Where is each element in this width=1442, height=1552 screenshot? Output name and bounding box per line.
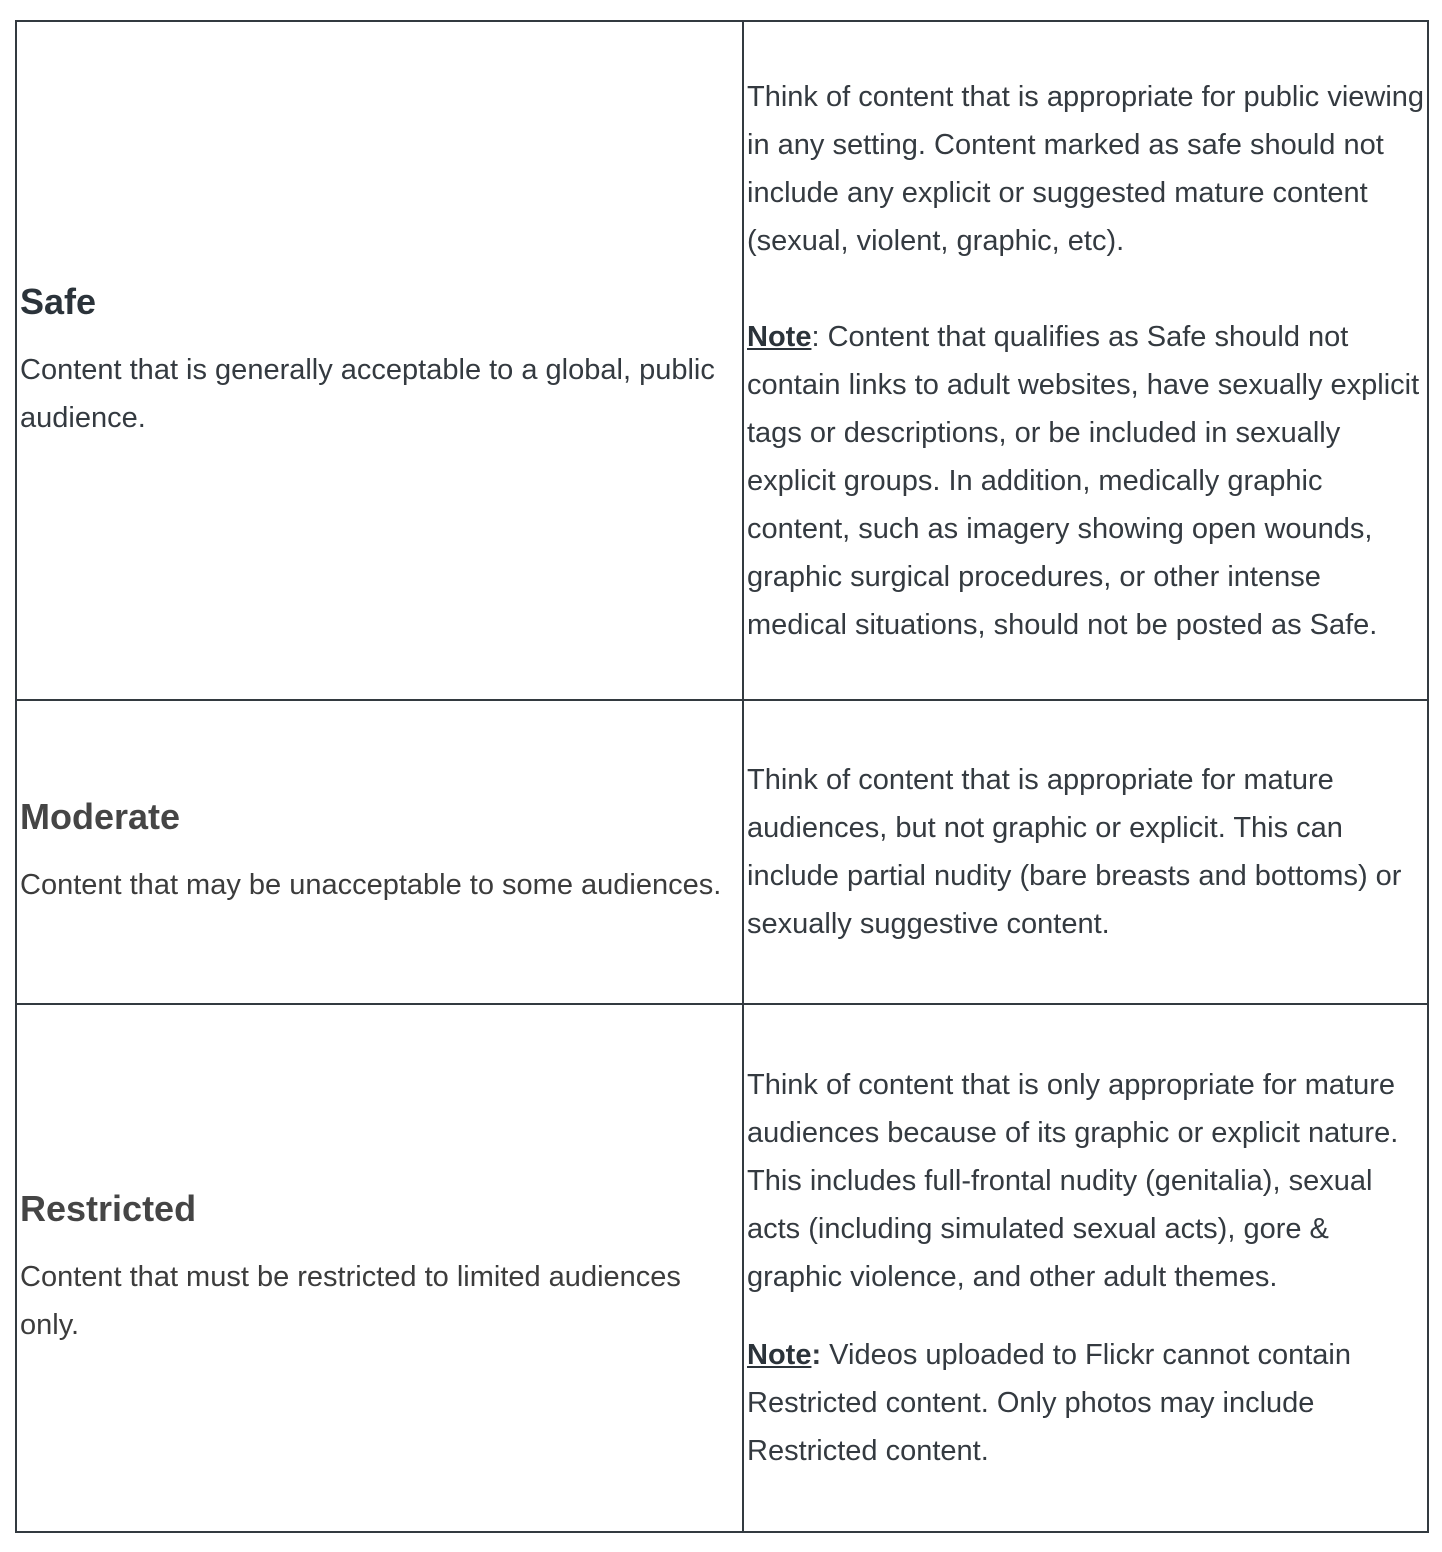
note-safe bbox=[747, 313, 1427, 649]
note-label-restricted: Note bbox=[747, 1339, 812, 1371]
description-cell-safe bbox=[743, 21, 1428, 700]
level-cell-safe bbox=[16, 21, 743, 700]
description-cell-restricted bbox=[743, 1004, 1428, 1532]
content-levels-wrapper bbox=[15, 20, 1429, 1533]
table-row-safe bbox=[16, 21, 1428, 700]
content-levels-table bbox=[15, 20, 1429, 1533]
level-cell-restricted bbox=[16, 1004, 743, 1532]
description-moderate: Think of content that is appropriate for mature audiences, but not graphic or explicit. This can include partial nudity (bare breasts and bottoms) or sexually suggestive content. bbox=[747, 764, 1402, 940]
description-safe: Think of content that is appropriate for public viewing in any setting. Content marked as safe should not include any explicit or suggested mature content (sexual, violent, graphic, etc). bbox=[747, 80, 1425, 257]
note-colon-restricted: : bbox=[811, 1339, 822, 1371]
note-restricted bbox=[747, 1331, 1427, 1475]
level-cell-moderate bbox=[16, 700, 743, 1004]
note-label-safe: Note bbox=[747, 320, 812, 353]
description-restricted: Think of content that is only appropriate for mature audiences because of its graphic or explicit nature. This includes full-frontal nudity (genitalia), sexual acts (including simulated sexual acts), gore & graphic violence, and other adult themes. bbox=[747, 1069, 1399, 1293]
note-text-safe: Content that qualifies as Safe should not contain links to adult websites, have sexually explicit tags or descriptions, or be included in sexually explicit groups. In addition, medically graphic content, such as imagery showing open wounds, graphic surgical procedures, or other intense medical situations, should not be posted as Safe. bbox=[747, 320, 1420, 641]
description-cell-moderate bbox=[743, 700, 1428, 1004]
level-name-moderate: Moderate bbox=[20, 796, 181, 837]
level-name-restricted: Restricted bbox=[20, 1188, 197, 1229]
table-row-moderate bbox=[16, 700, 1428, 1004]
table-row-restricted bbox=[16, 1004, 1428, 1532]
level-summary-restricted: Content that must be restricted to limited audiences only. bbox=[20, 1261, 681, 1341]
level-name-safe: Safe bbox=[20, 280, 97, 322]
level-summary-moderate: Content that may be unacceptable to some audiences. bbox=[20, 869, 722, 901]
level-summary-safe: Content that is generally acceptable to a global, public audience. bbox=[20, 353, 715, 434]
note-text-restricted: Videos uploaded to Flickr cannot contain Restricted content. Only photos may include Restricted content. bbox=[747, 1339, 1351, 1467]
note-colon-safe: : bbox=[811, 320, 820, 353]
